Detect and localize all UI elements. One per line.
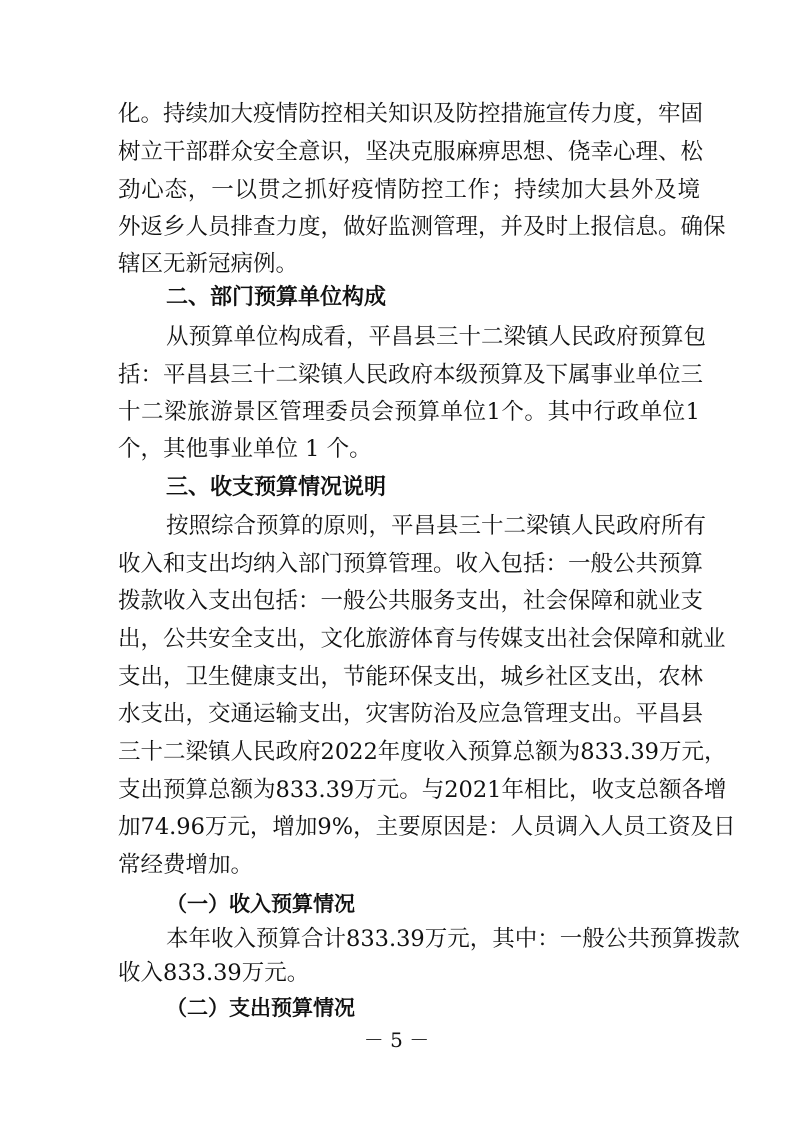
subsection-heading: （二）支出预算情况: [166, 996, 355, 1020]
paragraph-line: 外返乡人员排查力度，做好监测管理，并及时上报信息。确保: [118, 214, 726, 240]
paragraph-line: 本年收入预算合计833.39万元，其中：一般公共预算拨款: [166, 926, 740, 952]
paragraph-line: 括：平昌县三十二梁镇人民政府本级预算及下属事业单位三: [118, 362, 704, 388]
paragraph-line: 收入和支出均纳入部门预算管理。收入包括：一般公共预算: [118, 551, 704, 577]
paragraph-line: 加74.96万元，增加9%，主要原因是：人员调入人员工资及日: [118, 814, 736, 840]
paragraph-line: 从预算单位构成看，平昌县三十二梁镇人民政府预算包: [166, 324, 707, 350]
paragraph-line: 水支出，交通运输支出，灾害防治及应急管理支出。平昌县: [118, 701, 704, 727]
paragraph-line: 拨款收入支出包括：一般公共服务支出，社会保障和就业支: [118, 588, 704, 614]
paragraph-line: 按照综合预算的原则，平昌县三十二梁镇人民政府所有: [166, 513, 707, 539]
paragraph-line: 支出预算总额为833.39万元。与2021年相比，收支总额各增: [118, 777, 727, 803]
paragraph-line: 个，其他事业单位 1 个。: [118, 436, 372, 462]
paragraph-line: 十二梁旅游景区管理委员会预算单位1个。其中行政单位1: [118, 399, 700, 425]
paragraph-line: 树立干部群众安全意识，坚决克服麻痹思想、侥幸心理、松: [118, 139, 704, 165]
paragraph-line: 常经费增加。: [118, 852, 254, 878]
paragraph-line: 支出，卫生健康支出，节能环保支出，城乡社区支出，农林: [118, 664, 704, 690]
subsection-heading: （一）收入预算情况: [166, 892, 355, 916]
paragraph-line: 化。持续加大疫情防控相关知识及防控措施宣传力度，牢固: [118, 101, 704, 127]
section-heading: 二、部门预算单位构成: [166, 285, 387, 310]
section-heading: 三、收支预算情况说明: [166, 475, 387, 500]
paragraph-line: 出，公共安全支出，文化旅游体育与传媒支出社会保障和就业: [118, 626, 726, 652]
paragraph-line: 三十二梁镇人民政府2022年度收入预算总额为833.39万元，: [118, 739, 727, 765]
page-number: － 5 －: [363, 1028, 430, 1052]
paragraph-line: 收入833.39万元。: [118, 960, 310, 986]
paragraph-line: 劲心态，一以贯之抓好疫情防控工作；持续加大县外及境: [118, 177, 700, 203]
paragraph-line: 辖区无新冠病例。: [118, 251, 299, 277]
